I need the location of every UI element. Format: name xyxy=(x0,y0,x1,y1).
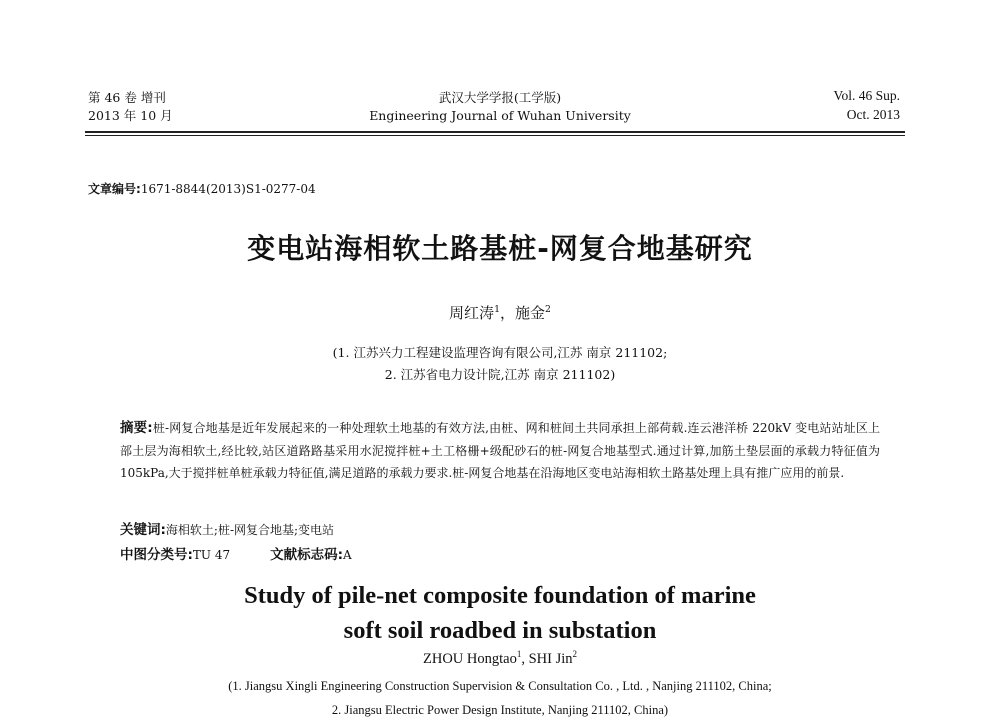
author-1-affil-en: 1 xyxy=(516,649,522,660)
clc-label: 中图分类号: xyxy=(120,547,193,563)
abstract-text: 桩-网复合地基是近年发展起来的一种处理软土地基的有效方法,由桩、网和桩间土共同承担上部荷载.连云港洋桥 220kV 变电站站址区上部土层为海相软土,经比较,站区道路路基采用水泥搅拌桩+土工格栅+级配砂石的桩-网复合地基型式.通过计算,加筋土垫层面的承载力特征值为 105kPa,大于搅拌桩单桩承载力特征值,满足道路的承载力要求.桩-网复合地基在沿海地区变电站海相软土路基处理上具有推广应用的前景. xyxy=(120,421,880,480)
author-separator: ， xyxy=(499,304,515,322)
volume-en: Vol. 46 Sup. xyxy=(833,88,900,103)
volume-issue: 第 46 卷 增刊 xyxy=(88,90,166,105)
paper-title-en-line2: soft soil roadbed in substation xyxy=(343,617,657,644)
authors-cn xyxy=(0,302,1000,323)
paper-title-en xyxy=(0,578,1000,648)
affiliation-1-en: (1. Jiangsu Xingli Engineering Construction Supervision & Consultation Co. , Ltd. , Nanjing 211102, China; xyxy=(228,679,772,693)
paper-title-en-line1: Study of pile-net composite foundation of marine xyxy=(244,582,756,609)
abstract-label: 摘要: xyxy=(120,420,153,436)
article-number xyxy=(88,180,316,197)
header-rule-thin xyxy=(85,135,905,136)
affiliation-1-cn: (1. 江苏兴力工程建设监理咨询有限公司,江苏 南京 211102; xyxy=(332,345,668,360)
journal-title-en: Engineering Journal of Wuhan University xyxy=(369,108,631,123)
abstract-cn xyxy=(120,417,880,485)
article-number-value: 1671-8844(2013)S1-0277-04 xyxy=(140,182,316,196)
author-2-affil: 2 xyxy=(545,304,551,315)
date-en: Oct. 2013 xyxy=(846,107,900,122)
keywords-label: 关键词: xyxy=(120,522,166,538)
affiliation-2-cn: 2. 江苏省电力设计院,江苏 南京 211102) xyxy=(384,367,616,382)
author-2-cn: 施金 xyxy=(515,304,546,322)
paper-title-cn: 变电站海相软土路基桩-网复合地基研究 xyxy=(247,232,753,265)
affiliations-cn xyxy=(0,342,1000,386)
clc-value: TU 47 xyxy=(192,548,231,562)
article-number-label: 文章编号: xyxy=(88,182,141,196)
header-rule-thick xyxy=(85,131,905,133)
author-2-en: SHI Jin xyxy=(528,651,573,667)
publication-date: 2013 年 10 月 xyxy=(88,108,173,123)
author-2-affil-en: 2 xyxy=(572,649,577,660)
journal-title xyxy=(300,89,700,125)
affiliation-2-en: 2. Jiangsu Electric Power Design Institute, Nanjing 211102, China) xyxy=(331,703,669,717)
author-separator-en: , xyxy=(521,651,529,667)
doc-code-label: 文献标志码: xyxy=(270,547,344,563)
author-1-en: ZHOU Hongtao xyxy=(422,651,517,667)
classification-line xyxy=(120,543,352,563)
journal-title-cn: 武汉大学学报(工学版) xyxy=(438,90,562,105)
journal-volume-info-en xyxy=(833,86,900,124)
author-1-affil: 1 xyxy=(494,304,500,315)
author-1-cn: 周红涛 xyxy=(449,304,495,322)
keywords-cn xyxy=(120,518,334,538)
doc-code-value: A xyxy=(343,548,352,562)
authors-en xyxy=(0,651,1000,668)
keywords-text: 海相软土;桩-网复合地基;变电站 xyxy=(165,523,335,537)
journal-volume-info xyxy=(88,89,173,125)
affiliations-en xyxy=(0,674,1000,722)
